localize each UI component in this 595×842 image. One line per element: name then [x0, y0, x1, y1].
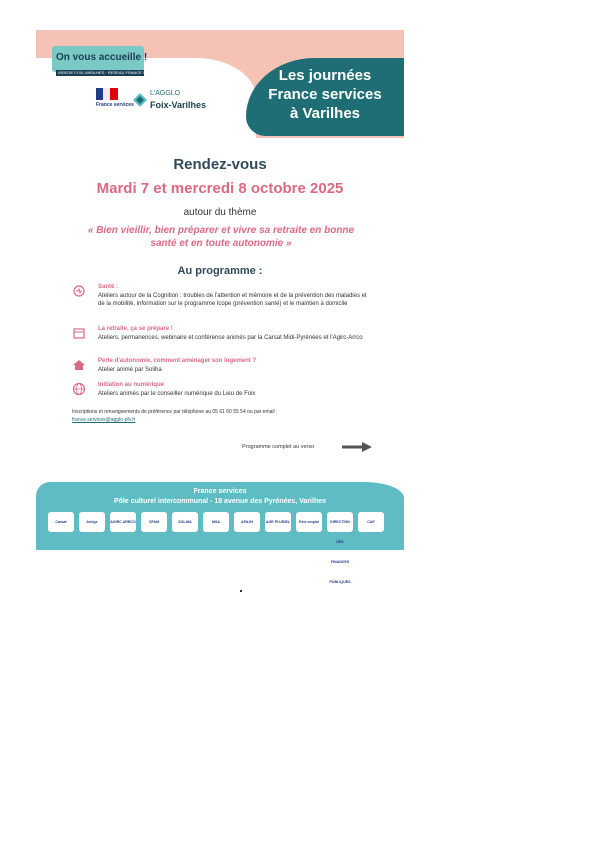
agglo-logo-small-text: L'AGGLO [150, 90, 181, 97]
partner-logo: Ariège [79, 512, 105, 532]
partner-logo: MSA [203, 512, 229, 532]
partner-logo: AGE PLURIEL [265, 512, 291, 532]
arrow-right-icon [342, 442, 372, 452]
partner-logo: CAF [358, 512, 384, 532]
partner-logo: DIRECTION DES FINANCES PUBLIQUES [327, 512, 353, 532]
event-title-line-3: à Varilhes [289, 105, 361, 122]
programme-item-title: La retraite, ça se prépare ! [98, 326, 173, 332]
programme-item-description: Ateliers animés par le conseiller numérique du Lieu de Foix [98, 391, 256, 397]
globe-icon [72, 382, 86, 396]
welcome-subtitle [56, 70, 164, 76]
verso-note: Programme complet au verso [242, 444, 315, 450]
contact-email-link[interactable]: france.services@agglo-pfv.fr [72, 417, 136, 423]
footer-banner [36, 482, 404, 584]
contact-info [72, 408, 372, 424]
footer-address: Pôle culturel intercommunal - 18 avenue des Pyrénées, Varilhes [113, 498, 327, 505]
scan-speck [240, 590, 242, 592]
welcome-badge-text: On vous accueille ! [56, 52, 148, 63]
event-dates: Mardi 7 et mercredi 8 octobre 2025 [96, 180, 344, 197]
health-icon [72, 284, 86, 298]
rendezvous-heading: Rendez-vous [173, 156, 267, 173]
partner-logo: APAJH [234, 512, 260, 532]
event-title-line-1: Les journées [278, 67, 372, 84]
footer-title: France services [193, 488, 247, 495]
calendar-icon [72, 326, 86, 340]
partner-logo: CPAM [141, 512, 167, 532]
programme-item-description: Ateliers autour de la Cognition : troubles de l'attention et mémoire et de la prévention des maladies et de la mobilité, information sur le programme Icope (prévention santé) et le maintien à domicile [98, 293, 367, 307]
partner-logo: Carsat [48, 512, 74, 532]
agglo-logo-icon [132, 92, 148, 108]
welcome-badge [52, 46, 148, 72]
partner-logo: SOLIHA [172, 512, 198, 532]
event-title-line-2: France services [268, 86, 382, 103]
programme-item-title: Santé : [98, 284, 119, 290]
programme-item-description: Atelier animé par Soliha [98, 367, 162, 373]
partner-logos [48, 512, 394, 584]
partner-logo: AGIRC ARRCO [110, 512, 136, 532]
republique-francaise-logo [96, 88, 118, 100]
programme-item-description: Ateliers, permanences, webinaire et conférence animés par la Carsat Midi-Pyrénées et l'Agirc-Arrco [98, 335, 363, 341]
home-icon [72, 358, 86, 372]
agglo-logo-name: Foix-Varilhes [150, 100, 207, 110]
contact-text: Inscriptions et renseignements de préférence par téléphone au 05 61 60 55 54 ou par email : [72, 409, 278, 415]
welcome-subtitle-text: ARIEGE FOIX-VARILHES · RESEAU FRANCE SERVICES [58, 70, 164, 75]
programme-item-title: Perte d'autonomie, comment aménager son logement ? [98, 358, 257, 364]
programme-heading: Au programme : [177, 265, 263, 277]
event-title [246, 66, 404, 123]
theme-intro: autour du thème [183, 207, 257, 218]
theme-text: « Bien vieillir, bien préparer et vivre sa retraite en bonne santé et en toute autonomie » [87, 225, 355, 249]
flyer [36, 30, 404, 584]
programme-item-title: Initiation au numérique [98, 382, 165, 388]
france-services-logo-label: France services [96, 102, 134, 108]
partner-logo: Pôle emploi [296, 512, 322, 532]
